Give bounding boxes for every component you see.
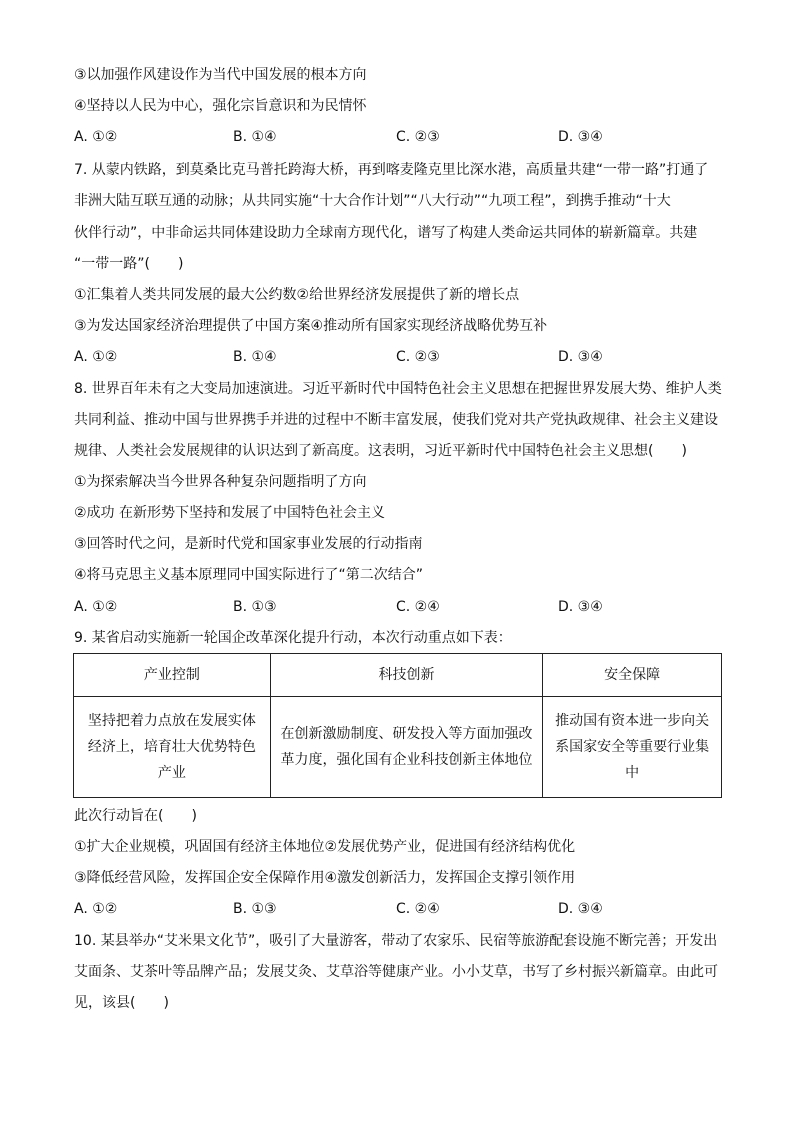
question-9-statements: ③降低经营风险，发挥国企安全保障作用④激发创新活力，发挥国企支撑引领作用: [74, 870, 576, 886]
question-9-prompt: 此次行动旨在( ): [74, 808, 197, 824]
table-header-cell: 产业控制: [74, 654, 271, 697]
reform-focus-table: [73, 653, 722, 798]
table-row: [74, 697, 722, 798]
option-3-text: ③以加强作风建设作为当代中国发展的根本方向: [74, 67, 367, 83]
choice-c: C. ②④: [396, 599, 440, 615]
question-7-text: 7. 从蒙内铁路，到莫桑比克马普托跨海大桥，再到喀麦隆克里比深水港，高质量共建“一带一路”打通了: [74, 162, 709, 178]
choice-b: B. ①③: [233, 901, 277, 917]
choice-d: D. ③④: [558, 349, 603, 365]
choice-a: A. ①②: [74, 599, 118, 615]
question-10-text: 艾面条、艾茶叶等品牌产品；发展艾灸、艾草浴等健康产业。小小艾草，书写了乡村振兴新篇章。由此可: [74, 964, 718, 980]
choice-b: B. ①④: [233, 129, 277, 145]
option-4-text: ④坚持以人民为中心，强化宗旨意识和为民情怀: [74, 98, 367, 114]
choice-b: B. ①③: [233, 599, 277, 615]
table-cell: 坚持把着力点放在发展实体经济上，培育壮大优势特色产业: [74, 697, 271, 798]
question-7-statements: ③为发达国家经济治理提供了中国方案④推动所有国家实现经济战略优势互补: [74, 318, 548, 334]
question-8-statement: ①为探索解决当今世界各种复杂问题指明了方向: [74, 474, 367, 490]
choice-c: C. ②③: [396, 129, 440, 145]
table-header-cell: 科技创新: [270, 654, 543, 697]
answer-options-q7: [74, 348, 724, 366]
question-8-text: 8. 世界百年未有之大变局加速演进。习近平新时代中国特色社会主义思想在把握世界发展大势、维护人类: [74, 381, 722, 397]
question-8-statement: ③回答时代之问，是新时代党和国家事业发展的行动指南: [74, 536, 423, 552]
table-header-cell: 安全保障: [543, 654, 722, 697]
table-cell: 推动国有资本进一步向关系国家安全等重要行业集中: [543, 697, 722, 798]
question-7-text: 非洲大陆互联互通的动脉；从共同实施“十大合作计划”“八大行动”“九项工程”，到携手推动“十大: [74, 193, 671, 209]
choice-c: C. ②④: [396, 901, 440, 917]
answer-options-q6: [74, 128, 724, 146]
choice-d: D. ③④: [558, 901, 603, 917]
question-7-text: 伙伴行动”，中非命运共同体建设助力全球南方现代化，谱写了构建人类命运共同体的崭新篇章。共建: [74, 225, 698, 241]
question-8-statement: ②成功 在新形势下坚持和发展了中国特色社会主义: [74, 505, 385, 521]
answer-options-q8: [74, 598, 724, 616]
choice-a: A. ①②: [74, 901, 118, 917]
question-10-text: 10. 某县举办“艾米果文化节”，吸引了大量游客，带动了农家乐、民宿等旅游配套设施不断完善；开发出: [74, 933, 718, 949]
question-10-text: 见，该县( ): [74, 995, 169, 1011]
choice-a: A. ①②: [74, 129, 118, 145]
question-8-statement: ④将马克思主义基本原理同中国实际进行了“第二次结合”: [74, 567, 424, 583]
question-7-statements: ①汇集着人类共同发展的最大公约数②给世界经济发展提供了新的增长点: [74, 287, 520, 303]
question-9-statements: ①扩大企业规模，巩固国有经济主体地位②发展优势产业，促进国有经济结构优化: [74, 839, 576, 855]
choice-b: B. ①④: [233, 349, 277, 365]
question-7-text: “一带一路”( ): [74, 256, 184, 272]
table-cell: 在创新激励制度、研发投入等方面加强改革力度，强化国有企业科技创新主体地位: [270, 697, 543, 798]
question-8-text: 规律、人类社会发展规律的认识达到了新高度。这表明，习近平新时代中国特色社会主义思想( ): [74, 443, 687, 459]
choice-c: C. ②③: [396, 349, 440, 365]
choice-d: D. ③④: [558, 129, 603, 145]
question-9-text: 9. 某省启动实施新一轮国企改革深化提升行动，本次行动重点如下表：: [74, 630, 512, 646]
answer-options-q9: [74, 900, 724, 918]
question-8-text: 共同利益、推动中国与世界携手并进的过程中不断丰富发展，使我们党对共产党执政规律、社会主义建设: [74, 412, 718, 428]
table-header-row: [74, 654, 722, 697]
choice-d: D. ③④: [558, 599, 603, 615]
choice-a: A. ①②: [74, 349, 118, 365]
